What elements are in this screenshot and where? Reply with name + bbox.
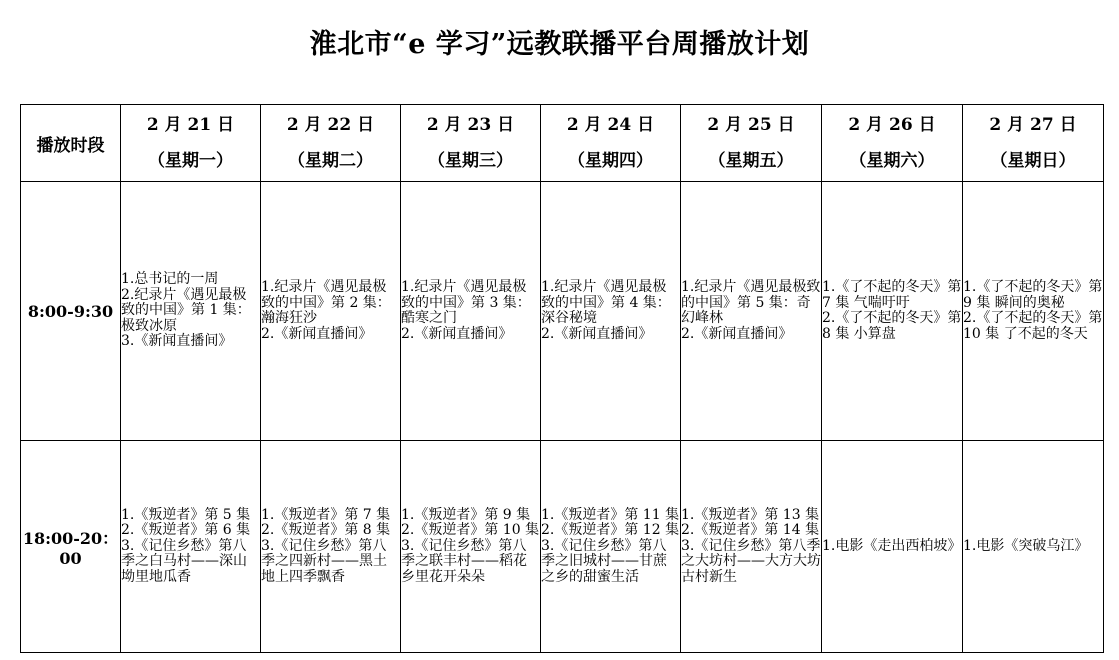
program-item: 2.《叛逆者》第 14 集 [681, 522, 820, 539]
program-item: 3.《记住乡愁》第八季之旧城村——甘蔗之乡的甜蜜生活 [541, 537, 667, 585]
day-header-mon [121, 105, 261, 182]
program-cell-wed-am [401, 182, 541, 441]
schedule-row-evening [21, 441, 1104, 653]
day-header-wed [401, 105, 541, 182]
program-item: 2.《叛逆者》第 12 集 [541, 522, 680, 539]
day-header-sun [963, 105, 1104, 182]
program-item: 1.纪录片《遇见最极致的中国》第 5 集：奇幻峰林 [681, 279, 821, 326]
program-item: 1.《叛逆者》第 9 集 [401, 506, 531, 523]
program-cell-mon-am [121, 182, 261, 441]
program-item: 2.《新闻直播间》 [681, 325, 793, 342]
day-header-fri [681, 105, 822, 182]
program-cell-fri-am [681, 182, 822, 441]
page-title: 淮北市“e 学习”远教联播平台周播放计划 [309, 29, 810, 60]
day-date: 2 月 23 日 [426, 115, 515, 135]
day-header-thu [541, 105, 681, 182]
program-item: 2.纪录片《遇见最极致的中国》第 1 集：极致冰原 [121, 286, 251, 334]
program-item: 2.《叛逆者》第 8 集 [261, 522, 391, 539]
program-item: 2.《新闻直播间》 [261, 325, 373, 342]
day-date: 2 月 24 日 [566, 115, 655, 135]
program-item: 1.纪录片《遇见最极致的中国》第 3 集：酷寒之门 [401, 279, 531, 326]
day-weekday: （星期五） [708, 151, 794, 171]
program-cell-fri-pm [681, 441, 822, 653]
day-weekday: （星期四） [568, 151, 653, 171]
program-item: 2.《新闻直播间》 [541, 325, 653, 342]
schedule-row-morning [21, 182, 1104, 441]
day-date: 2 月 27 日 [989, 115, 1077, 135]
day-date: 2 月 26 日 [848, 115, 936, 135]
schedule-table [20, 104, 1104, 653]
header-row [21, 105, 1104, 182]
program-item: 1.电影《突破乌江》 [963, 537, 1089, 554]
program-item: 1.《了不起的冬天》第 7 集 气喘吁吁 [822, 279, 962, 311]
day-date: 2 月 21 日 [146, 115, 235, 135]
program-cell-sat-am [822, 182, 963, 441]
program-item: 1.《了不起的冬天》第 9 集 瞬间的奥秘 [963, 279, 1103, 311]
program-item: 3.《记住乡愁》第八季之大坊村——大方大坊古村新生 [681, 537, 821, 585]
day-date: 2 月 22 日 [286, 115, 375, 135]
program-item: 1.《叛逆者》第 11 集 [541, 506, 680, 523]
program-item: 2.《叛逆者》第 6 集 [121, 522, 251, 539]
program-item: 1.电影《走出西柏坡》 [822, 537, 962, 554]
program-cell-sat-pm [822, 441, 963, 653]
program-cell-thu-am [541, 182, 681, 441]
day-weekday: （星期一） [148, 151, 233, 171]
program-item: 1.总书记的一周 [121, 271, 219, 288]
program-item: 3.《记住乡愁》第八季之白马村——深山坳里地瓜香 [121, 537, 247, 585]
day-weekday: （星期六） [849, 151, 935, 171]
program-item: 1.《叛逆者》第 13 集 [681, 506, 820, 523]
program-cell-tue-am [261, 182, 401, 441]
program-item: 3.《记住乡愁》第八季之联丰村——稻花乡里花开朵朵 [401, 537, 527, 585]
day-header-tue [261, 105, 401, 182]
program-item: 1.《叛逆者》第 5 集 [121, 506, 251, 523]
program-item: 2.《了不起的冬天》第 8 集 小算盘 [822, 310, 962, 342]
day-date: 2 月 25 日 [707, 115, 795, 135]
time-slot-morning: 8:00-9:30 [21, 182, 121, 441]
program-item: 1.纪录片《遇见最极致的中国》第 4 集：深谷秘境 [541, 279, 671, 326]
program-cell-tue-pm [261, 441, 401, 653]
time-slot-label: 播放时段 [36, 135, 105, 156]
program-item: 3.《记住乡愁》第八季之四新村——黑土地上四季飘香 [261, 537, 387, 585]
program-cell-wed-pm [401, 441, 541, 653]
day-weekday: （星期二） [288, 151, 373, 171]
program-cell-sun-am [963, 182, 1104, 441]
program-cell-mon-pm [121, 441, 261, 653]
program-item: 3.《新闻直播间》 [121, 333, 233, 350]
program-item: 2.《了不起的冬天》第 10 集 了不起的冬天 [963, 310, 1103, 342]
day-weekday: （星期日） [990, 151, 1076, 171]
day-weekday: （星期三） [428, 151, 513, 171]
day-header-sat [822, 105, 963, 182]
program-item: 1.纪录片《遇见最极致的中国》第 2 集：瀚海狂沙 [261, 279, 391, 326]
time-slot-evening: 18:00-20：00 [21, 441, 121, 653]
program-cell-sun-pm [963, 441, 1104, 653]
program-cell-thu-pm [541, 441, 681, 653]
program-item: 2.《叛逆者》第 10 集 [401, 522, 540, 539]
program-item: 2.《新闻直播间》 [401, 325, 513, 342]
time-slot-header [21, 105, 121, 182]
program-item: 1.《叛逆者》第 7 集 [261, 506, 391, 523]
